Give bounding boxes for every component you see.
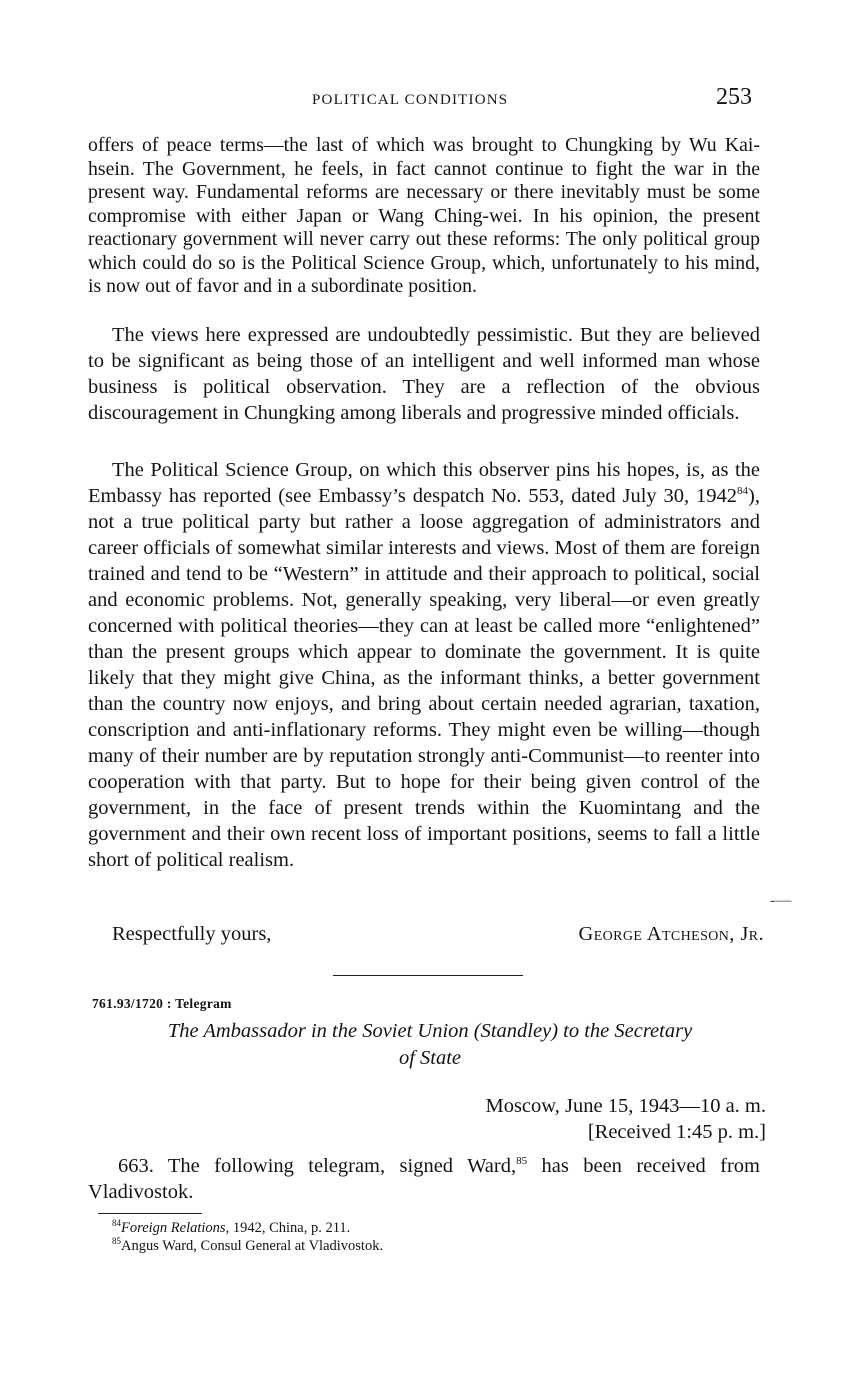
footnote-reference[interactable]: 84 — [737, 485, 749, 498]
signer-name: George Atcheson, Jr. — [578, 923, 764, 945]
closing: Respectfully yours, — [112, 923, 272, 945]
footnote-text: Angus Ward, Consul General at Vladivostok. — [121, 1238, 384, 1254]
footnote — [112, 1219, 383, 1237]
footnote-reference[interactable]: 85 — [516, 1155, 528, 1168]
paragraph-political-science-group — [88, 457, 760, 873]
section-divider — [333, 975, 523, 976]
paragraph-continuation: offers of peace terms—the last of which was brought to Chungking by Wu Kai-hsein. The Government, he feels, in fact cannot continue to fight the war in the present way. Fundamental reforms are necessary or there inevitably must be some compromise with either Japan or Wang Ching-wei. In his opinion, the present reactionary government will never carry out these reforms: The only political group which could do so is the Political Science Group, which, unfortunately to his mind, is now out of favor and in a subordinate position. — [88, 134, 760, 297]
page-number: 253 — [716, 84, 752, 110]
footnote — [112, 1237, 383, 1255]
paragraph-text: ), not a true political party but rather a loose aggregation of administrators and career officials of somewhat similar interests and views. Most of them are foreign trained and tend to be “Western” in attitude and their approach to political, social and economic problems. Not, generally speaking, very liberal—or even greatly concerned with political theories—they can at least be called more “enlightened” than the present groups which appear to dominate the government. It is quite likely that they might give China, as the informant thinks, a better government than the country now enjoys, and bring about certain needed agrarian, taxation, conscription and anti-inflationary reforms. They might even be willing—though many of their number are by reputation strongly anti-Communist—to reenter into cooperation with that party. But to hope for their being given control of the government, in the face of present trends within the Kuomintang and the government and their own recent loss of important positions, seems to fall a little short of political realism. — [88, 485, 760, 871]
footnote-italic: Foreign Relations, — [121, 1220, 230, 1236]
footnote-divider — [98, 1213, 202, 1214]
paragraph-text: The Political Science Group, on which this observer pins his hopes, is, as the Embassy has reported (see Embassy’s despatch No. 553, dated July 30, 1942 — [88, 459, 760, 507]
footnote-text: 1942, China, p. 211. — [229, 1220, 351, 1236]
document-title — [98, 1018, 762, 1072]
footnote-mark: 85 — [112, 1236, 121, 1247]
document-title-line: The Ambassador in the Soviet Union (Standley) to the Secretary — [167, 1020, 693, 1042]
document-title-line: of State — [398, 1047, 462, 1069]
paragraph-text: has been received from Vladivostok. — [88, 1155, 760, 1203]
file-reference: 761.93/1720 : Telegram — [92, 996, 232, 1011]
dateline-block — [485, 1093, 766, 1145]
footnotes — [112, 1219, 383, 1255]
dateline: Moscow, June 15, 1943—10 a. m. — [485, 1095, 766, 1117]
telegram-body — [88, 1153, 760, 1205]
margin-mark: -— — [770, 892, 792, 909]
received-time: [Received 1:45 p. m.] — [587, 1121, 766, 1143]
running-title: POLITICAL CONDITIONS — [312, 92, 509, 108]
paragraph-text: 663. The following telegram, signed Ward, — [118, 1155, 517, 1177]
footnote-mark: 84 — [112, 1218, 121, 1229]
paragraph-views: The views here expressed are undoubtedly pessimistic. But they are believed to be significant as being those of an intelligent and well informed man whose business is political observation. They are a reflection of the obvious discouragement in Chungking among liberals and progressive minded officials. — [88, 324, 760, 424]
